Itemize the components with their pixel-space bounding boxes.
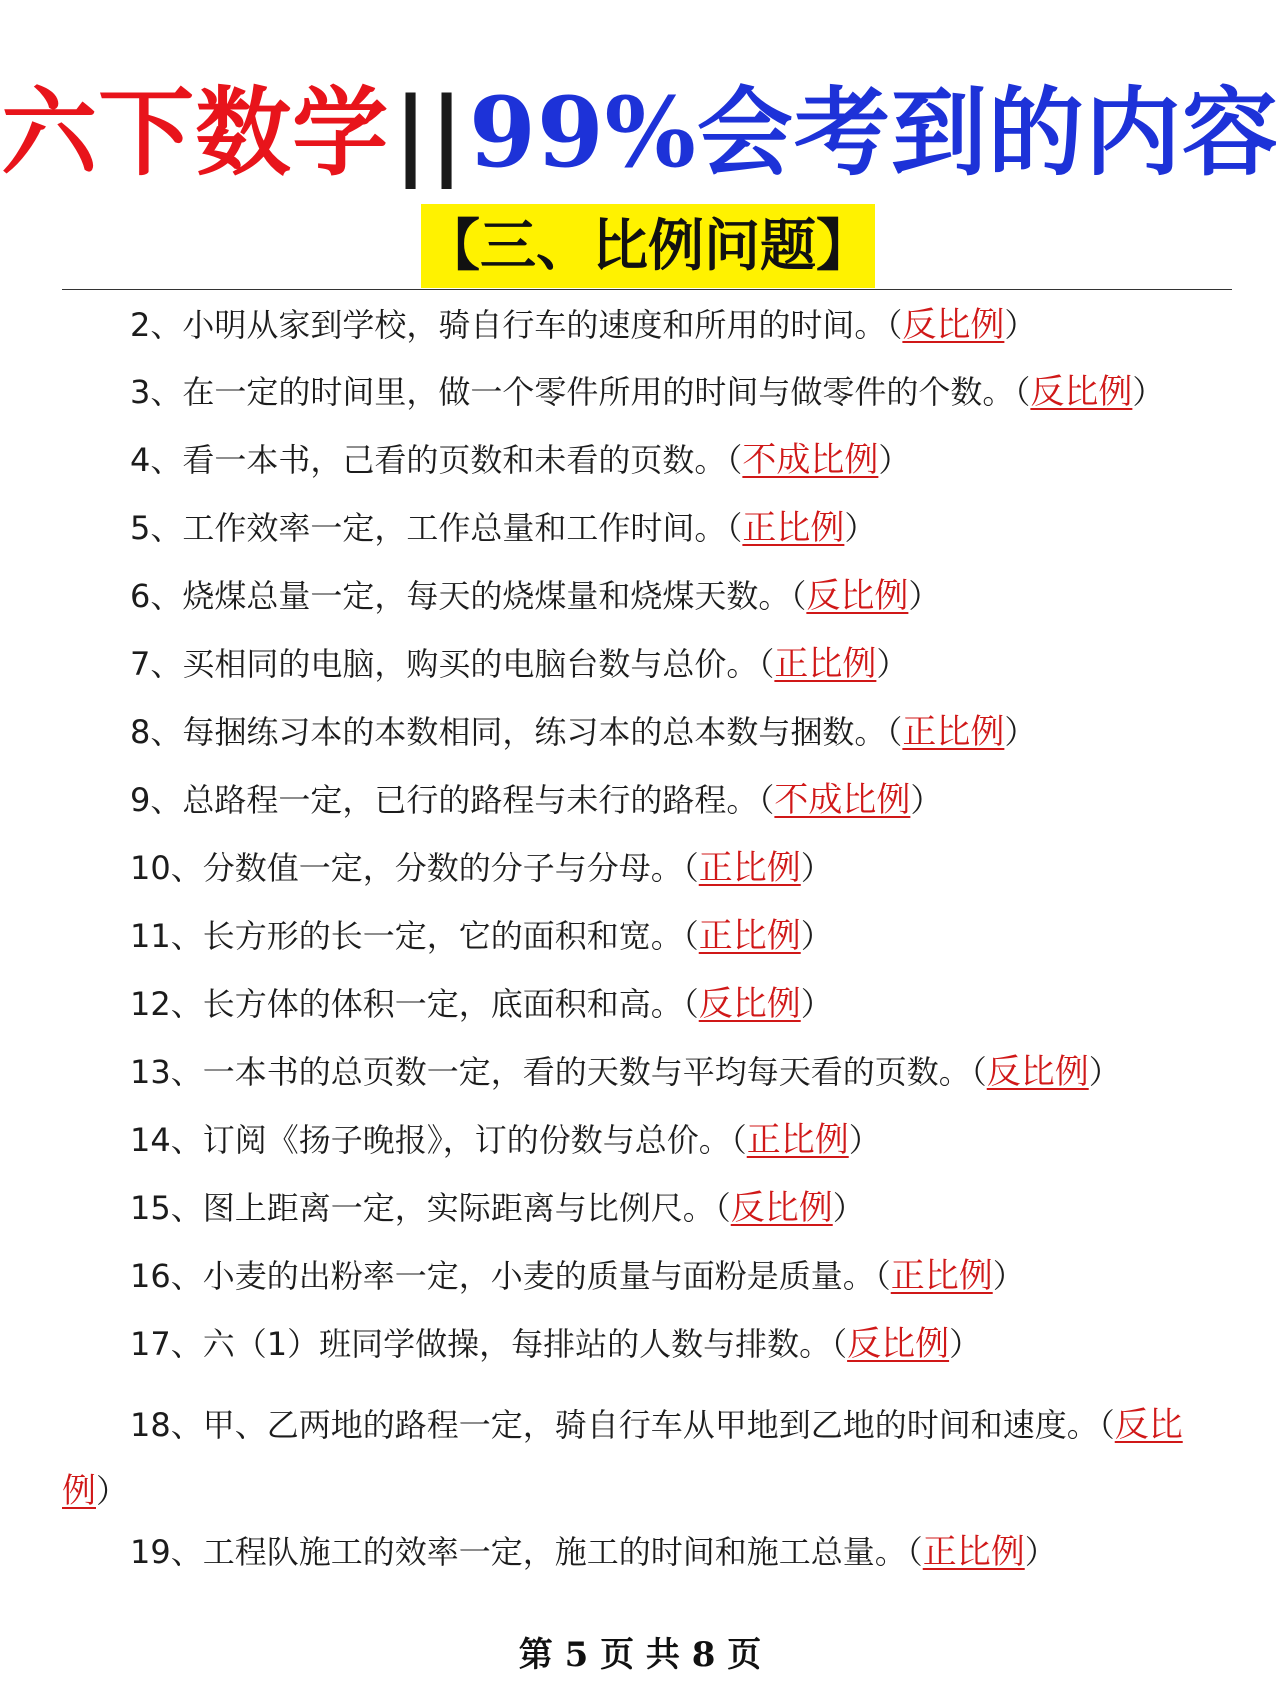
page-title bbox=[0, 78, 1280, 188]
question-text: 3、在一定的时间里，做一个零件所用的时间与做零件的个数。（ bbox=[130, 373, 1031, 411]
closing-paren: ） bbox=[800, 849, 833, 887]
answer-text: 正比例 bbox=[890, 1256, 993, 1296]
question-text: 18、甲、乙两地的路程一定，骑自行车从甲地到乙地的时间和速度。（ bbox=[130, 1406, 1115, 1444]
question-text: 12、长方体的体积一定，底面积和高。（ bbox=[130, 985, 699, 1023]
closing-paren: ） bbox=[848, 1121, 881, 1159]
list-item bbox=[130, 644, 908, 684]
answer-text: 正比例 bbox=[698, 916, 801, 956]
question-text: 6、烧煤总量一定，每天的烧煤量和烧煤天数。（ bbox=[130, 577, 807, 615]
list-item bbox=[130, 305, 1036, 345]
question-text: 8、每捆练习本的本数相同，练习本的总本数与捆数。（ bbox=[130, 713, 903, 751]
closing-paren: ） bbox=[1132, 373, 1165, 411]
answer-text: 反比例 bbox=[1030, 372, 1133, 412]
closing-paren: ） bbox=[844, 509, 877, 547]
answer-text: 正比例 bbox=[922, 1532, 1025, 1572]
answer-text: 反比例 bbox=[902, 305, 1005, 345]
answer-text: 反比例 bbox=[986, 1052, 1089, 1092]
answer-text: 反比例 bbox=[730, 1188, 833, 1228]
title-separator: || bbox=[393, 76, 466, 189]
closing-paren: ） bbox=[910, 781, 943, 819]
list-item bbox=[130, 508, 876, 548]
title-topic: 99%会考到的内容 bbox=[469, 76, 1279, 189]
list-item bbox=[130, 576, 940, 616]
answer-text: 正比例 bbox=[774, 644, 877, 684]
list-item bbox=[130, 372, 1164, 412]
divider bbox=[62, 289, 1232, 290]
answer-text: 反比例 bbox=[62, 1405, 1183, 1511]
closing-paren: ） bbox=[1088, 1053, 1121, 1091]
closing-paren: ） bbox=[96, 1472, 129, 1510]
list-item bbox=[130, 780, 942, 820]
closing-paren: ） bbox=[800, 985, 833, 1023]
question-text: 7、买相同的电脑，购买的电脑台数与总价。（ bbox=[130, 645, 775, 683]
list-item bbox=[130, 1324, 981, 1364]
closing-paren: ） bbox=[832, 1189, 865, 1227]
question-text: 19、工程队施工的效率一定，施工的时间和施工总量。（ bbox=[130, 1533, 923, 1571]
list-item bbox=[130, 440, 910, 480]
answer-text: 正比例 bbox=[746, 1120, 849, 1160]
question-text: 17、六（1）班同学做操，每排站的人数与排数。（ bbox=[130, 1325, 848, 1363]
question-text: 2、小明从家到学校，骑自行车的速度和所用的时间。（ bbox=[130, 306, 903, 344]
closing-paren: ） bbox=[1004, 713, 1037, 751]
list-item bbox=[62, 1392, 1232, 1524]
list-item bbox=[130, 916, 833, 956]
closing-paren: ） bbox=[908, 577, 941, 615]
closing-paren: ） bbox=[992, 1257, 1025, 1295]
list-item bbox=[130, 1120, 881, 1160]
list-item bbox=[130, 1256, 1025, 1296]
closing-paren: ） bbox=[878, 441, 911, 479]
question-text: 16、小麦的出粉率一定，小麦的质量与面粉是质量。（ bbox=[130, 1257, 891, 1295]
answer-text: 正比例 bbox=[902, 712, 1005, 752]
answer-text: 不成比例 bbox=[774, 780, 911, 820]
list-item bbox=[130, 712, 1036, 752]
answer-text: 正比例 bbox=[698, 848, 801, 888]
list-item bbox=[130, 1188, 865, 1228]
question-text: 10、分数值一定，分数的分子与分母。（ bbox=[130, 849, 699, 887]
title-subject: 六下数学 bbox=[1, 76, 390, 189]
question-text: 5、工作效率一定，工作总量和工作时间。（ bbox=[130, 509, 743, 547]
page-number: 第 5 页 共 8 页 bbox=[518, 1635, 762, 1675]
closing-paren: ） bbox=[876, 645, 909, 683]
question-text: 14、订阅《扬子晚报》，订的份数与总价。（ bbox=[130, 1121, 747, 1159]
answer-text: 反比例 bbox=[806, 576, 909, 616]
question-text: 9、总路程一定，已行的路程与未行的路程。（ bbox=[130, 781, 775, 819]
question-text: 4、看一本书，己看的页数和未看的页数。（ bbox=[130, 441, 743, 479]
answer-text: 正比例 bbox=[742, 508, 845, 548]
closing-paren: ） bbox=[1024, 1533, 1057, 1571]
answer-text: 反比例 bbox=[847, 1324, 950, 1364]
closing-paren: ） bbox=[800, 917, 833, 955]
list-item bbox=[130, 1052, 1121, 1092]
answer-text: 不成比例 bbox=[742, 440, 879, 480]
closing-paren: ） bbox=[949, 1325, 982, 1363]
list-item bbox=[130, 1532, 1057, 1572]
question-text: 15、图上距离一定，实际距离与比例尺。（ bbox=[130, 1189, 731, 1227]
question-text: 13、一本书的总页数一定，看的天数与平均每天看的页数。（ bbox=[130, 1053, 987, 1091]
answer-text: 反比例 bbox=[698, 984, 801, 1024]
closing-paren: ） bbox=[1004, 306, 1037, 344]
list-item bbox=[130, 848, 833, 888]
question-text: 11、长方形的长一定，它的面积和宽。（ bbox=[130, 917, 699, 955]
section-heading: 【三、比例问题】 bbox=[421, 204, 875, 288]
list-item bbox=[130, 984, 833, 1024]
